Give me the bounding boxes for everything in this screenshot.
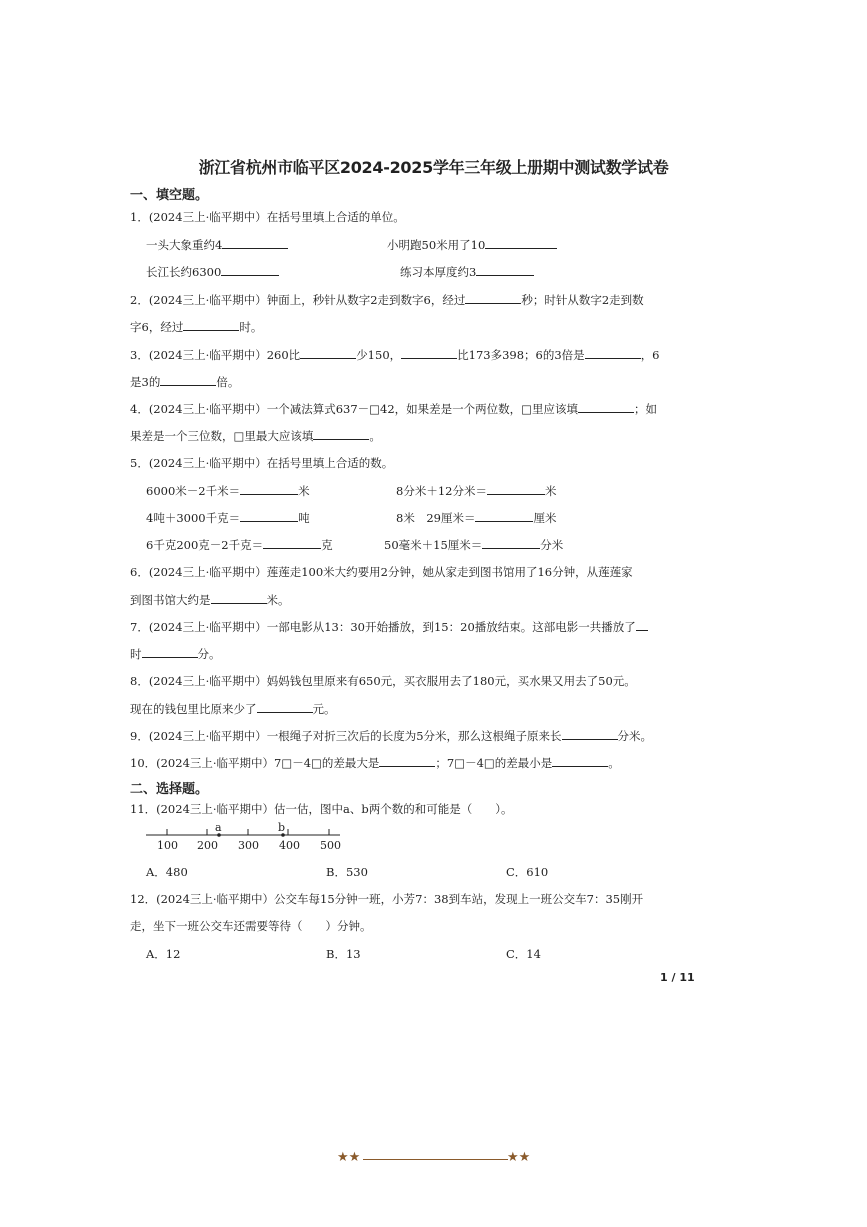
q1-item-b-text: 小明跑50米用了10 (387, 238, 486, 252)
q1-item-c-text: 长江长约6300 (146, 265, 222, 279)
q5-text: 8分米＋12分米＝ (396, 484, 487, 498)
q3-text-6: 倍。 (216, 375, 240, 389)
q2-text-4: 时。 (239, 320, 263, 334)
q4-text-1: 4．(2024三上·临平期中）一个减法算式637－□42，如果差是一个两位数，□里应该填 (130, 402, 579, 416)
q1-item-d-text: 练习本厚度约3 (400, 265, 477, 279)
q3-text-3: 比173多398；6的3倍是 (457, 348, 585, 362)
tick-label-100: 100 (157, 839, 178, 852)
number-line-figure (140, 822, 355, 852)
answer-blank[interactable] (263, 536, 321, 549)
answer-blank[interactable] (257, 700, 313, 713)
q3-text-4: ，6 (640, 348, 660, 362)
q7-text: 7．(2024三上·临平期中）一部电影从13：30开始播放，到15：20播放结束。这部电影一共播放了 (130, 620, 636, 634)
q4-text-4: 。 (369, 429, 381, 443)
question-12-line-1: 12．(2024三上·临平期中）公交车每15分钟一班，小芳7：38到车站，发现上一班公交车7：35刚开 (130, 892, 644, 906)
answer-blank[interactable] (142, 645, 198, 658)
answer-blank[interactable] (313, 427, 369, 440)
q5-row-1-left (146, 482, 310, 499)
answer-blank[interactable] (401, 346, 457, 359)
q10-text: 10．(2024三上·临平期中）7□－4□的差最大是 (130, 756, 380, 770)
q2-text-1: 2．(2024三上·临平期中）钟面上，秒针从数字2走到数字6，经过 (130, 293, 466, 307)
q5-text: 50毫米＋15厘米＝ (384, 538, 483, 552)
tick-label-500: 500 (320, 839, 341, 852)
q5-row-3-right (384, 536, 563, 553)
question-3-line-1 (130, 346, 660, 363)
q10-text: ；7□－4□的差最小是 (435, 756, 553, 770)
q7-text: 分。 (197, 647, 221, 661)
tick-label-400: 400 (279, 839, 300, 852)
q12-option-b[interactable]: B．13 (326, 947, 361, 961)
question-2-line-1 (130, 291, 644, 308)
q11-option-a[interactable]: A．480 (146, 865, 188, 879)
page-title: 浙江省杭州市临平区2024-2025学年三年级上册期中测试数学试卷 (198, 158, 669, 177)
answer-blank[interactable] (552, 754, 608, 767)
q5-row-3-left (146, 536, 333, 553)
q8-text: 现在的钱包里比原来少了 (130, 702, 257, 716)
q10-text: 。 (608, 756, 620, 770)
point-b-label: b (278, 821, 286, 834)
tick-label-200: 200 (197, 839, 218, 852)
section-heading-choice: 二、选择题。 (130, 782, 209, 797)
q5-unit: 米 (298, 484, 310, 498)
q5-text: 4吨＋3000千克＝ (146, 511, 241, 525)
answer-blank[interactable] (300, 346, 356, 359)
q2-text-2: 秒；时针从数字2走到数 (521, 293, 644, 307)
q5-unit: 吨 (298, 511, 310, 525)
answer-blank[interactable] (240, 509, 298, 522)
answer-blank[interactable] (211, 591, 267, 604)
q6-text: 到图书馆大约是 (130, 593, 211, 607)
q5-unit: 厘米 (533, 511, 557, 525)
answer-blank[interactable] (562, 727, 618, 740)
answer-blank[interactable] (636, 618, 648, 631)
question-6-line-1: 6．(2024三上·临平期中）莲莲走100米大约要用2分钟，她从家走到图书馆用了16分钟，从莲莲家 (130, 565, 633, 579)
question-8-line-1: 8．(2024三上·临平期中）妈妈钱包里原来有650元，买衣服用去了180元，买水果又用去了50元。 (130, 674, 636, 688)
question-3-line-2 (130, 373, 239, 390)
q1-item-a (146, 236, 288, 253)
question-12-line-2: 走，坐下一班公交车还需要等待（ ）分钟。 (130, 919, 372, 933)
section-heading-fill: 一、填空题。 (130, 188, 209, 203)
question-10 (130, 754, 620, 771)
question-9 (130, 727, 652, 744)
question-7-line-2 (130, 645, 221, 662)
answer-blank[interactable] (160, 373, 216, 386)
q3-text-2: 少150， (356, 348, 402, 362)
page-number: 1 / 11 (660, 971, 695, 984)
answer-blank[interactable] (485, 236, 557, 249)
q5-text: 6千克200克－2千克＝ (146, 538, 264, 552)
q3-text-5: 是3的 (130, 375, 161, 389)
footer-stars-left: ★★ (337, 1150, 361, 1165)
footer-rule (363, 1159, 508, 1160)
answer-blank[interactable] (476, 263, 534, 276)
question-1-stem: 1．(2024三上·临平期中）在括号里填上合适的单位。 (130, 210, 405, 224)
q2-text-3: 字6，经过 (130, 320, 184, 334)
q9-text: 分米。 (617, 729, 653, 743)
answer-blank[interactable] (240, 482, 298, 495)
q5-row-1-right (396, 482, 556, 499)
answer-blank[interactable] (465, 291, 521, 304)
q5-unit: 克 (321, 538, 333, 552)
question-8-line-2 (130, 700, 336, 717)
q11-option-c[interactable]: C．610 (506, 865, 549, 879)
q1-item-c (146, 263, 279, 280)
q1-item-a-text: 一头大象重约4 (146, 238, 223, 252)
question-5-stem: 5．(2024三上·临平期中）在括号里填上合适的数。 (130, 456, 394, 470)
q7-text: 时 (130, 647, 142, 661)
question-7-line-1 (130, 618, 648, 635)
answer-blank[interactable] (475, 509, 533, 522)
q5-unit: 米 (544, 484, 557, 498)
answer-blank[interactable] (221, 263, 279, 276)
question-6-line-2 (130, 591, 290, 608)
answer-blank[interactable] (222, 236, 288, 249)
q5-unit: 分米 (540, 538, 564, 552)
number-line (140, 822, 355, 838)
answer-blank[interactable] (578, 400, 634, 413)
q5-text: 8米 29厘米＝ (396, 511, 476, 525)
q4-text-3: 果差是一个三位数，□里最大应该填 (130, 429, 314, 443)
q5-text: 6000米－2千米＝ (146, 484, 241, 498)
q12-option-a[interactable]: A．12 (146, 947, 181, 961)
q3-text-1: 3．(2024三上·临平期中）260比 (130, 348, 301, 362)
q6-text: 米。 (266, 593, 290, 607)
answer-blank[interactable] (482, 536, 540, 549)
q12-option-c[interactable]: C．14 (506, 947, 541, 961)
answer-blank[interactable] (585, 346, 641, 359)
footer-decoration (337, 1150, 537, 1170)
q5-row-2-right (396, 509, 556, 526)
tick-label-300: 300 (238, 839, 259, 852)
q4-text-2: ；如 (634, 402, 658, 416)
q1-item-b (387, 236, 557, 253)
q1-item-d (400, 263, 534, 280)
question-11-stem: 11．(2024三上·临平期中）估一估，图中a、b两个数的和可能是（ ）。 (130, 802, 513, 816)
q8-text: 元。 (312, 702, 336, 716)
question-2-line-2 (130, 318, 262, 335)
q5-row-2-left (146, 509, 310, 526)
footer-stars-right: ★★ (507, 1150, 531, 1165)
answer-blank[interactable] (487, 482, 545, 495)
q9-text: 9．(2024三上·临平期中）一根绳子对折三次后的长度为5分米，那么这根绳子原来长 (130, 729, 562, 743)
answer-blank[interactable] (379, 754, 435, 767)
question-4-line-1 (130, 400, 657, 417)
q11-option-b[interactable]: B．530 (326, 865, 368, 879)
point-a-label: a (215, 821, 222, 834)
question-4-line-2 (130, 427, 381, 444)
answer-blank[interactable] (183, 318, 239, 331)
